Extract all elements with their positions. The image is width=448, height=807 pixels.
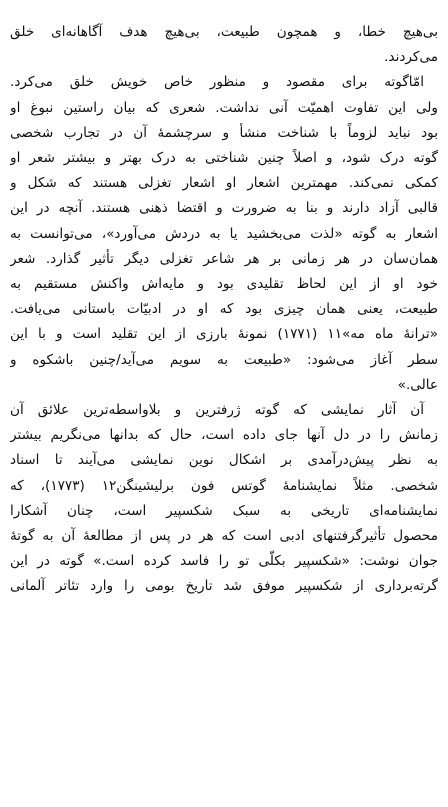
text-line: محصول تأثیرگرفتنهای ادبی است که هر در پس از مطالعهٔ آن به گوتهٔ <box>10 528 438 545</box>
text-line: گرته‌برداری از شکسپیر موفق شد تاریخ بومی را وارد تئاتر آلمانی <box>10 578 438 595</box>
text-line: به نظر پیش‌درآمدی بر اشکال نوین نمایشی می‌آیند تا اسناد <box>10 452 438 469</box>
text-line: همان‌سان در هر زمانی بر هر شاعر تغزلی دیگر تأثیر گذارد. شعر <box>10 250 438 267</box>
text-line: شخصی. مثلاً نمایشنامهٔ گوتس فون برلیشینگن۱۲ (۱۷۷۳)، که <box>10 477 438 494</box>
text-line: می‌کردند. <box>384 49 438 66</box>
text-line: نمایشنامه‌ای تاریخی به سبک شکسپیر است، چنان آشکارا <box>10 502 438 519</box>
text-line: جوان نوشت: «شکسپیر بکلّی تو را فاسد کرده است.» گوته در این <box>10 553 438 570</box>
text-line: سطر آغاز می‌شود: «طبیعت به سویم می‌آید/چنین باشکوه و <box>10 351 438 368</box>
text-line: آن آثار نمایشی که گوته ژرفترین و بلاواسطه‌ترین علائق آن <box>10 402 424 419</box>
text-line: امّاگوته برای مقصود و منظور خاص خویش خلق می‌کرد. <box>10 74 424 91</box>
paragraph-1 <box>10 20 438 70</box>
document-page <box>10 20 438 600</box>
text-line: خود او از این لحاظ تقلیدی بود و مایه‌اش واکنش مستقیم به <box>10 276 438 293</box>
text-line: کمکی نمی‌کند. مهمترین اشعار او اشعار تغزلی هستند که شکل و <box>10 175 438 192</box>
text-line: قالبی آزاد دارند و بنا به ضرورت و اقتضا ذهنی هستند. آنچه در این <box>10 200 438 217</box>
text-line: اشعار به گوته «لذت می‌بخشید یا به دردش می‌آورد»، می‌توانست به <box>10 225 438 242</box>
text-line: «ترانهٔ ماه مه»۱۱ (۱۷۷۱) نمونهٔ بارزی از این تقلید است و با این <box>10 326 438 343</box>
paragraph-3 <box>10 398 438 600</box>
text-line: زمانش را در دل آنها جای داده است، حال که بدانها می‌نگریم بیشتر <box>10 427 438 444</box>
text-line: بود نباید لزوماً با شناخت منشأ و سرچشمهٔ آن در تجارب شخصی <box>10 124 438 141</box>
text-line: ولی این تفاوت اهمیّت آنی نداشت. شعری که بیان راستین نبوغ او <box>10 99 438 116</box>
text-line: بی‌هیچ خطا، و همچون طبیعت، بی‌هیچ هدف آگاهانه‌ای خلق <box>10 24 438 40</box>
paragraph-2 <box>10 70 438 398</box>
text-line: طبیعت، یعنی همان چیزی بود که او در ادبیّات باستانی می‌یافت. <box>10 301 438 318</box>
text-line: گوته درک شود، و اصلاً چنین شناختی به درک بهتر و بیشتر شعر او <box>10 150 438 167</box>
text-line: عالی.» <box>397 376 438 393</box>
